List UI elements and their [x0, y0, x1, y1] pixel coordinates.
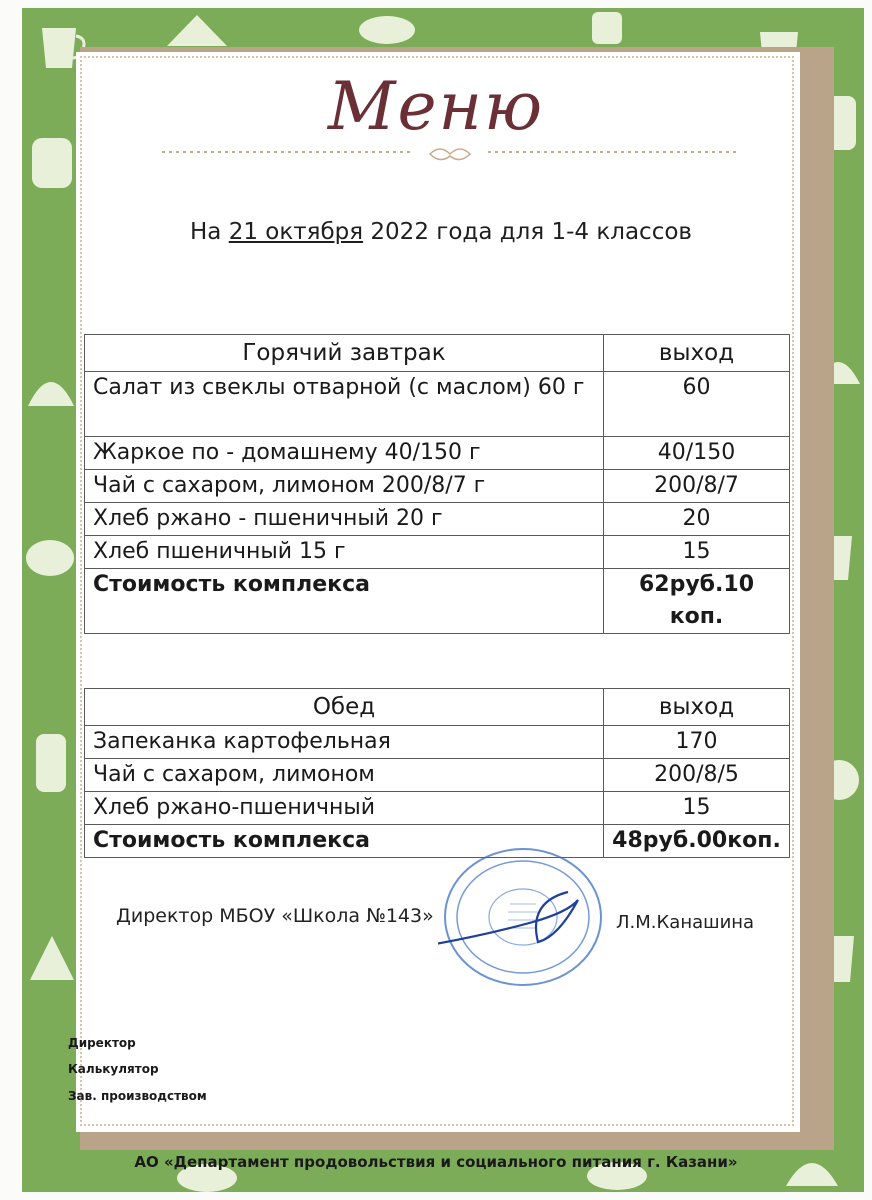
breakfast-header-name: Горячий завтрак: [85, 335, 604, 372]
breakfast-header-value: выход: [604, 335, 790, 372]
cake-icon: [26, 928, 78, 988]
date-suffix: 2022 года для 1-4 классов: [363, 219, 692, 245]
table-row: [85, 470, 790, 503]
sign-label-production-head: Зав. производством: [68, 1089, 207, 1103]
dish-name: Хлеб пшеничный 15 г: [85, 536, 604, 569]
director-name: Л.М.Канашина: [616, 912, 755, 933]
table-row: [85, 759, 790, 792]
sign-label-calculator: Калькулятор: [68, 1062, 159, 1076]
dish-value: 15: [604, 536, 790, 569]
dish-name: Жаркое по - домашнему 40/150 г: [85, 437, 604, 470]
lunch-table: [84, 688, 790, 858]
official-stamp: [438, 842, 608, 992]
table-header-row: [85, 689, 790, 726]
teapot-icon: [352, 8, 422, 44]
dish-value: 15: [604, 792, 790, 825]
bottle-icon: [26, 728, 78, 798]
dish-value: 40/150: [604, 437, 790, 470]
total-row: [85, 825, 790, 858]
dish-name: Салат из свеклы отварной (с маслом) 60 г: [85, 372, 604, 437]
table-row: [85, 536, 790, 569]
table-row: [85, 372, 790, 437]
bread-icon: [22, 528, 78, 588]
table-row: [85, 437, 790, 470]
total-value: 62руб.10 коп.: [604, 569, 790, 634]
dish-name: Чай с сахаром, лимоном: [85, 759, 604, 792]
dish-value: 20: [604, 503, 790, 536]
footer-organization: АО «Департамент продовольствия и социального питания г. Казани»: [134, 1153, 738, 1171]
dish-name: Хлеб ржано-пшеничный: [85, 792, 604, 825]
menu-date: 21 октября: [228, 219, 364, 245]
total-label: Стоимость комплекса: [85, 825, 604, 858]
total-label: Стоимость комплекса: [85, 569, 604, 634]
dish-name: Чай с сахаром, лимоном 200/8/7 г: [85, 470, 604, 503]
dish-name: Хлеб ржано - пшеничный 20 г: [85, 503, 604, 536]
table-row: [85, 792, 790, 825]
cake-icon: [162, 10, 232, 50]
director-label: Директор МБОУ «Школа №143»: [116, 905, 434, 927]
dome-icon: [24, 358, 78, 418]
lunch-header-value: выход: [604, 689, 790, 726]
title-ornament-divider: [162, 146, 738, 166]
dish-value: 170: [604, 726, 790, 759]
sign-label-director: Директор: [68, 1036, 136, 1050]
dish-name: Запеканка картофельная: [85, 726, 604, 759]
bottle-icon: [582, 8, 632, 48]
dish-value: 200/8/5: [604, 759, 790, 792]
menu-date-line: [190, 219, 810, 245]
lunch-header-name: Обед: [85, 689, 604, 726]
date-prefix: На: [190, 219, 229, 245]
dish-value: 60: [604, 372, 790, 437]
menu-title: Меню: [327, 68, 545, 145]
breakfast-table: [84, 334, 790, 634]
total-value: 48руб.00коп.: [604, 825, 790, 858]
total-row: [85, 569, 790, 634]
dish-value: 200/8/7: [604, 470, 790, 503]
table-row: [85, 503, 790, 536]
table-header-row: [85, 335, 790, 372]
table-row: [85, 726, 790, 759]
